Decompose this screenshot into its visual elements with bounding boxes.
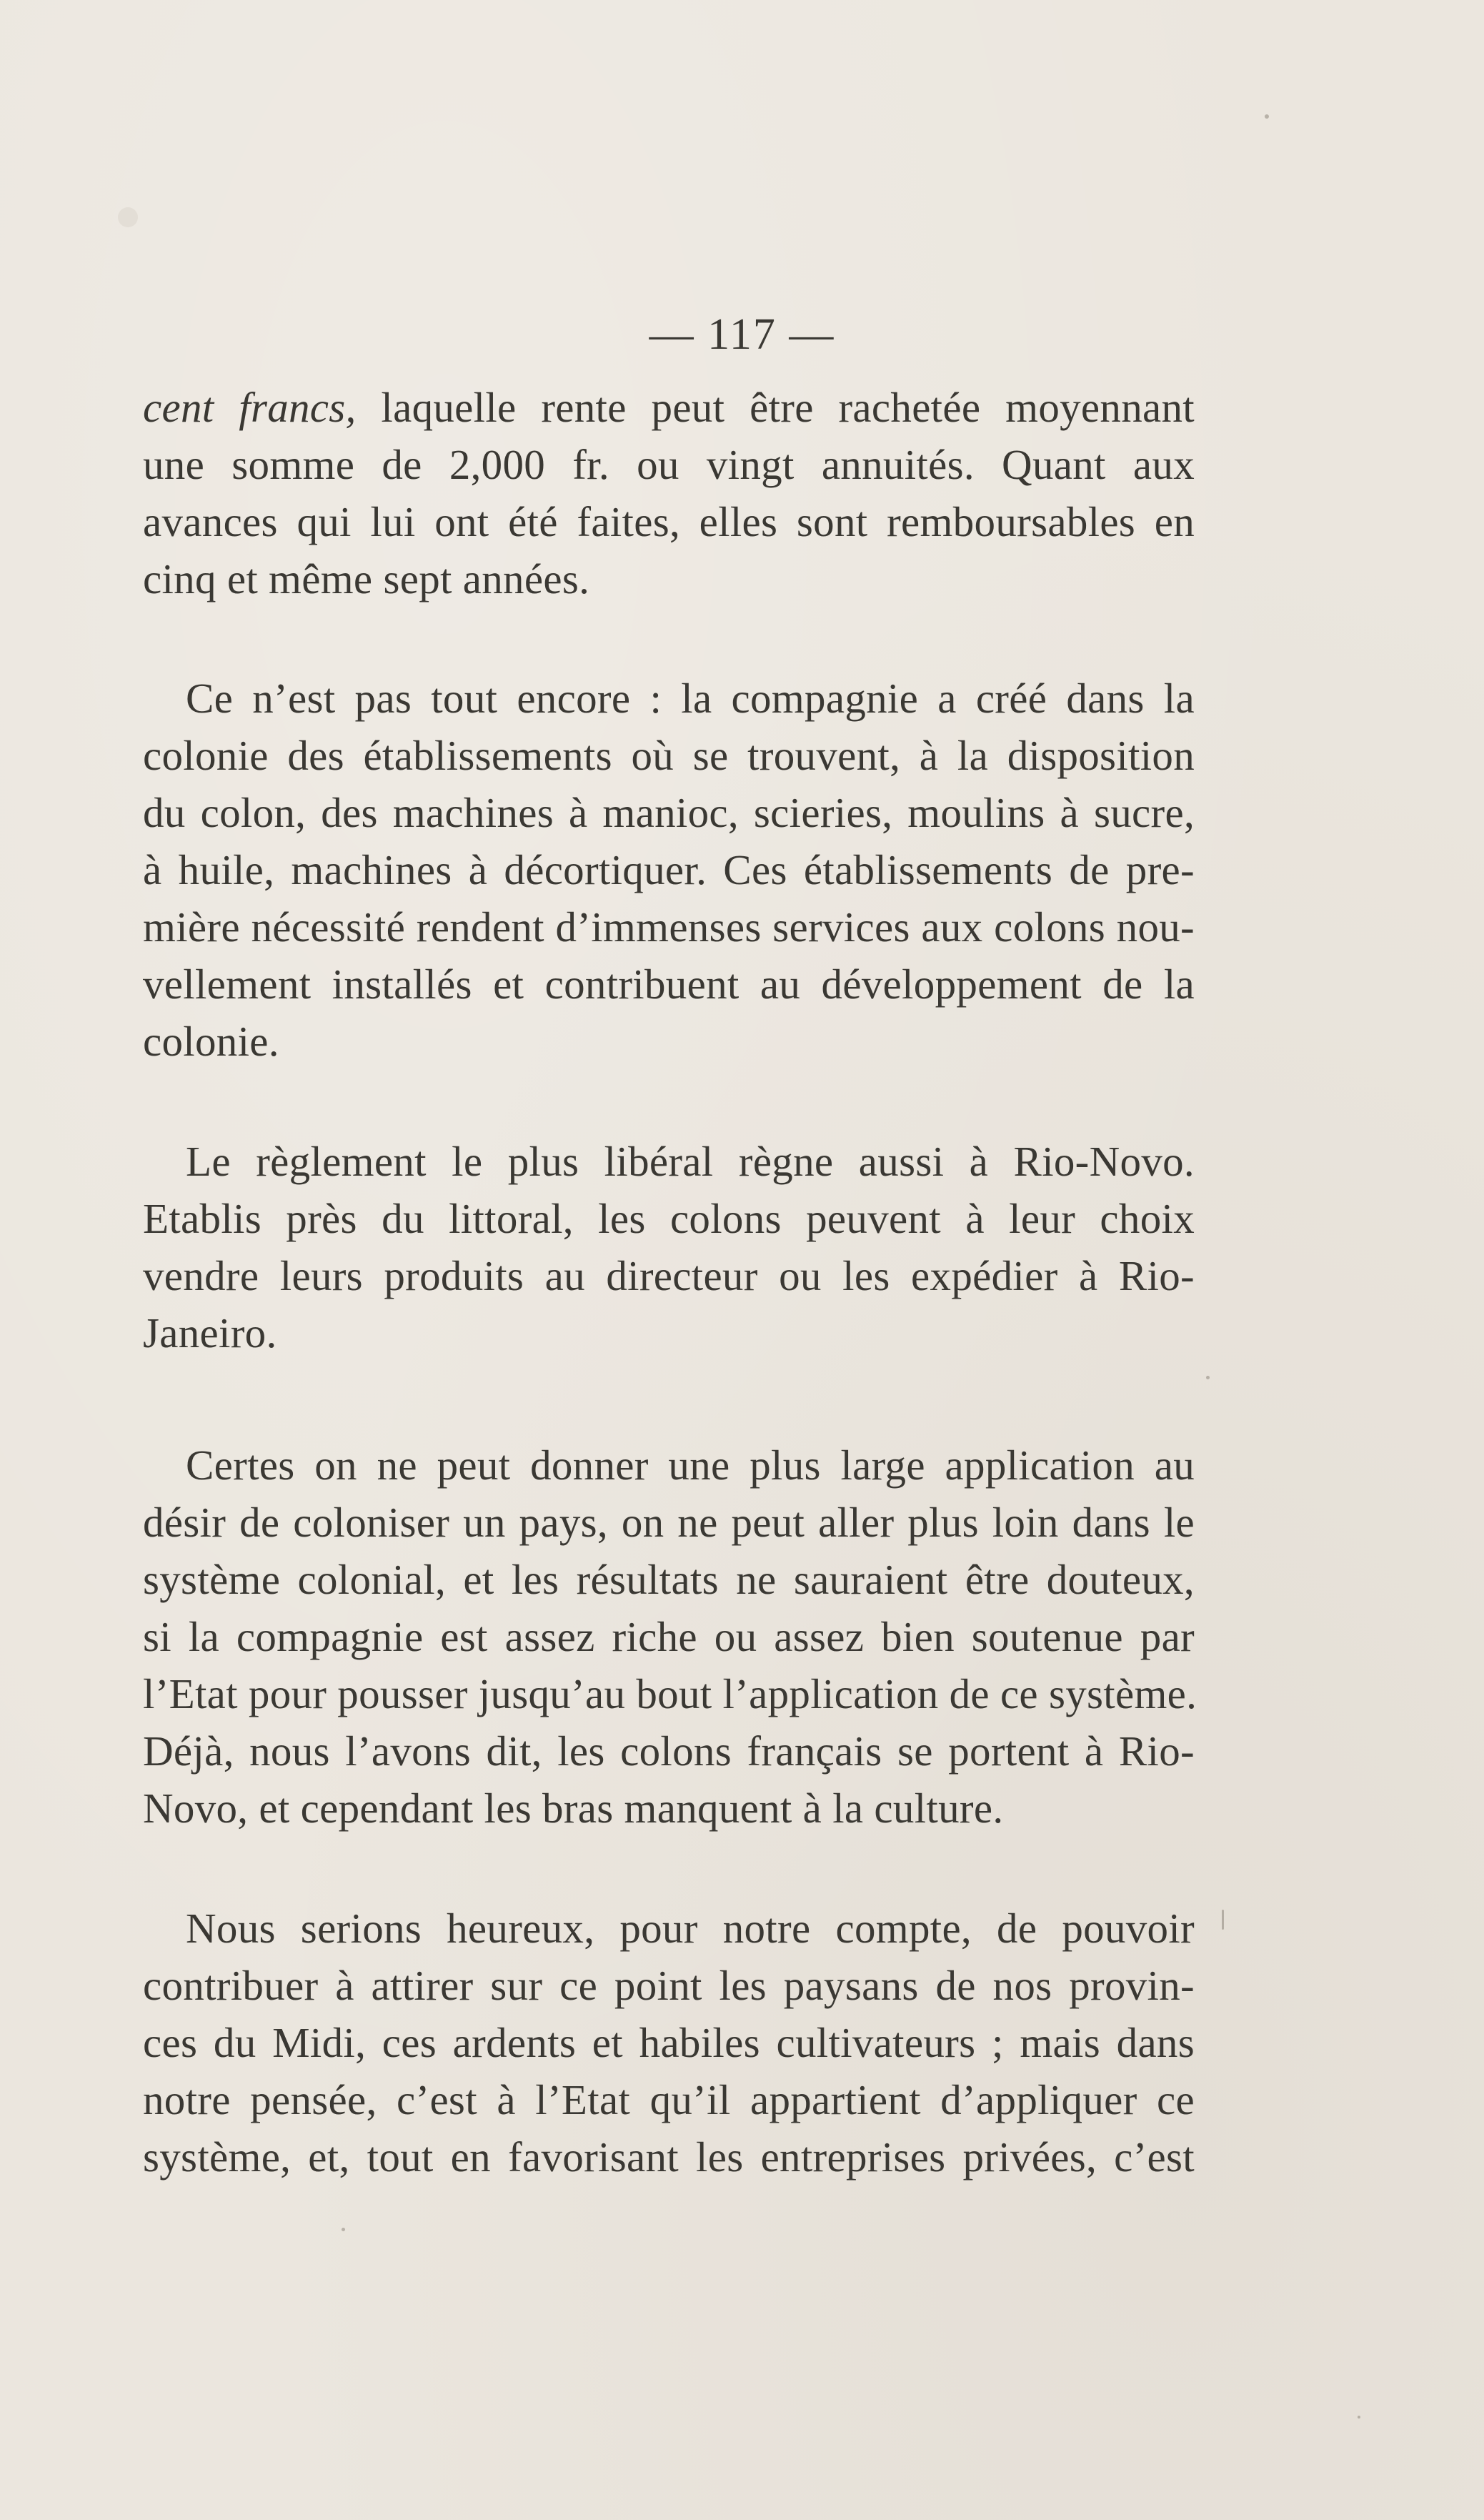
paragraph-3 bbox=[143, 1133, 1195, 1361]
paper-speck bbox=[1222, 1910, 1224, 1930]
text-line: du colon, des machines à manioc, scieries, moulins à sucre, bbox=[143, 789, 1195, 836]
text-line: contribuer à attirer sur ce point les paysans de nos provin- bbox=[143, 1962, 1195, 2009]
text-line: Nous serions heureux, pour notre compte, de pouvoir bbox=[186, 1905, 1195, 1952]
text-line: mière nécessité rendent d’immenses services aux colons nou- bbox=[143, 903, 1195, 951]
paper-speck bbox=[1265, 114, 1269, 119]
text-line: Certes on ne peut donner une plus large application au bbox=[186, 1442, 1195, 1489]
text-line: système colonial, et les résultats ne sauraient être douteux, bbox=[143, 1556, 1195, 1603]
paper-speck bbox=[1358, 2416, 1360, 2419]
text-line: notre pensée, c’est à l’Etat qu’il appartient d’appliquer ce bbox=[143, 2076, 1195, 2123]
text-line: une somme de 2,000 fr. ou vingt annuités. Quant aux bbox=[143, 441, 1195, 488]
page-number: — 117 — bbox=[649, 310, 835, 359]
paragraph-5 bbox=[143, 1900, 1195, 2186]
paper-speck bbox=[118, 207, 138, 227]
text-line: Déjà, nous l’avons dit, les colons français se portent à Rio- bbox=[143, 1727, 1195, 1775]
text-line: colonie. bbox=[143, 1018, 279, 1065]
paper-speck bbox=[1206, 1376, 1210, 1379]
text-line: avances qui lui ont été faites, elles sont remboursables en bbox=[143, 498, 1195, 545]
text-line: désir de coloniser un pays, on ne peut aller plus loin dans le bbox=[143, 1499, 1195, 1546]
text-line: ces du Midi, ces ardents et habiles cultivateurs ; mais dans bbox=[143, 2019, 1195, 2066]
text-line: système, et, tout en favorisant les entreprises privées, c’est bbox=[143, 2133, 1195, 2181]
text-line: l’Etat pour pousser jusqu’au bout l’application de ce système. bbox=[143, 1670, 1197, 1717]
text-line: Novo, et cependant les bras manquent à la culture. bbox=[143, 1785, 1004, 1832]
text-line: vendre leurs produits au directeur ou les expédier à Rio- bbox=[143, 1252, 1195, 1299]
text-line bbox=[143, 379, 1195, 436]
text-line: Etablis près du littoral, les colons peuvent à leur choix bbox=[143, 1195, 1195, 1242]
line-text: laquelle rente peut être rachetée moyennant bbox=[356, 384, 1195, 431]
text-line: Le règlement le plus libéral règne aussi à Rio-Novo. bbox=[186, 1138, 1195, 1185]
paper-speck bbox=[342, 2228, 345, 2231]
text-line: à huile, machines à décortiquer. Ces établissements de pre- bbox=[143, 846, 1195, 893]
paragraph-2 bbox=[143, 670, 1195, 1070]
text-line: si la compagnie est assez riche ou assez bien soutenue par bbox=[143, 1613, 1195, 1660]
text-line: cinq et même sept années. bbox=[143, 555, 590, 602]
text-line: Janeiro. bbox=[143, 1309, 277, 1356]
text-line: vellement installés et contribuent au développement de la bbox=[143, 961, 1195, 1008]
paragraph-4 bbox=[143, 1437, 1195, 1837]
paragraph-1 bbox=[143, 379, 1195, 607]
text-line: Ce n’est pas tout encore : la compagnie a créé dans la bbox=[186, 675, 1195, 722]
text-line: colonie des établissements où se trouvent, à la disposition bbox=[143, 732, 1195, 779]
italic-text: cent francs, bbox=[143, 384, 357, 431]
